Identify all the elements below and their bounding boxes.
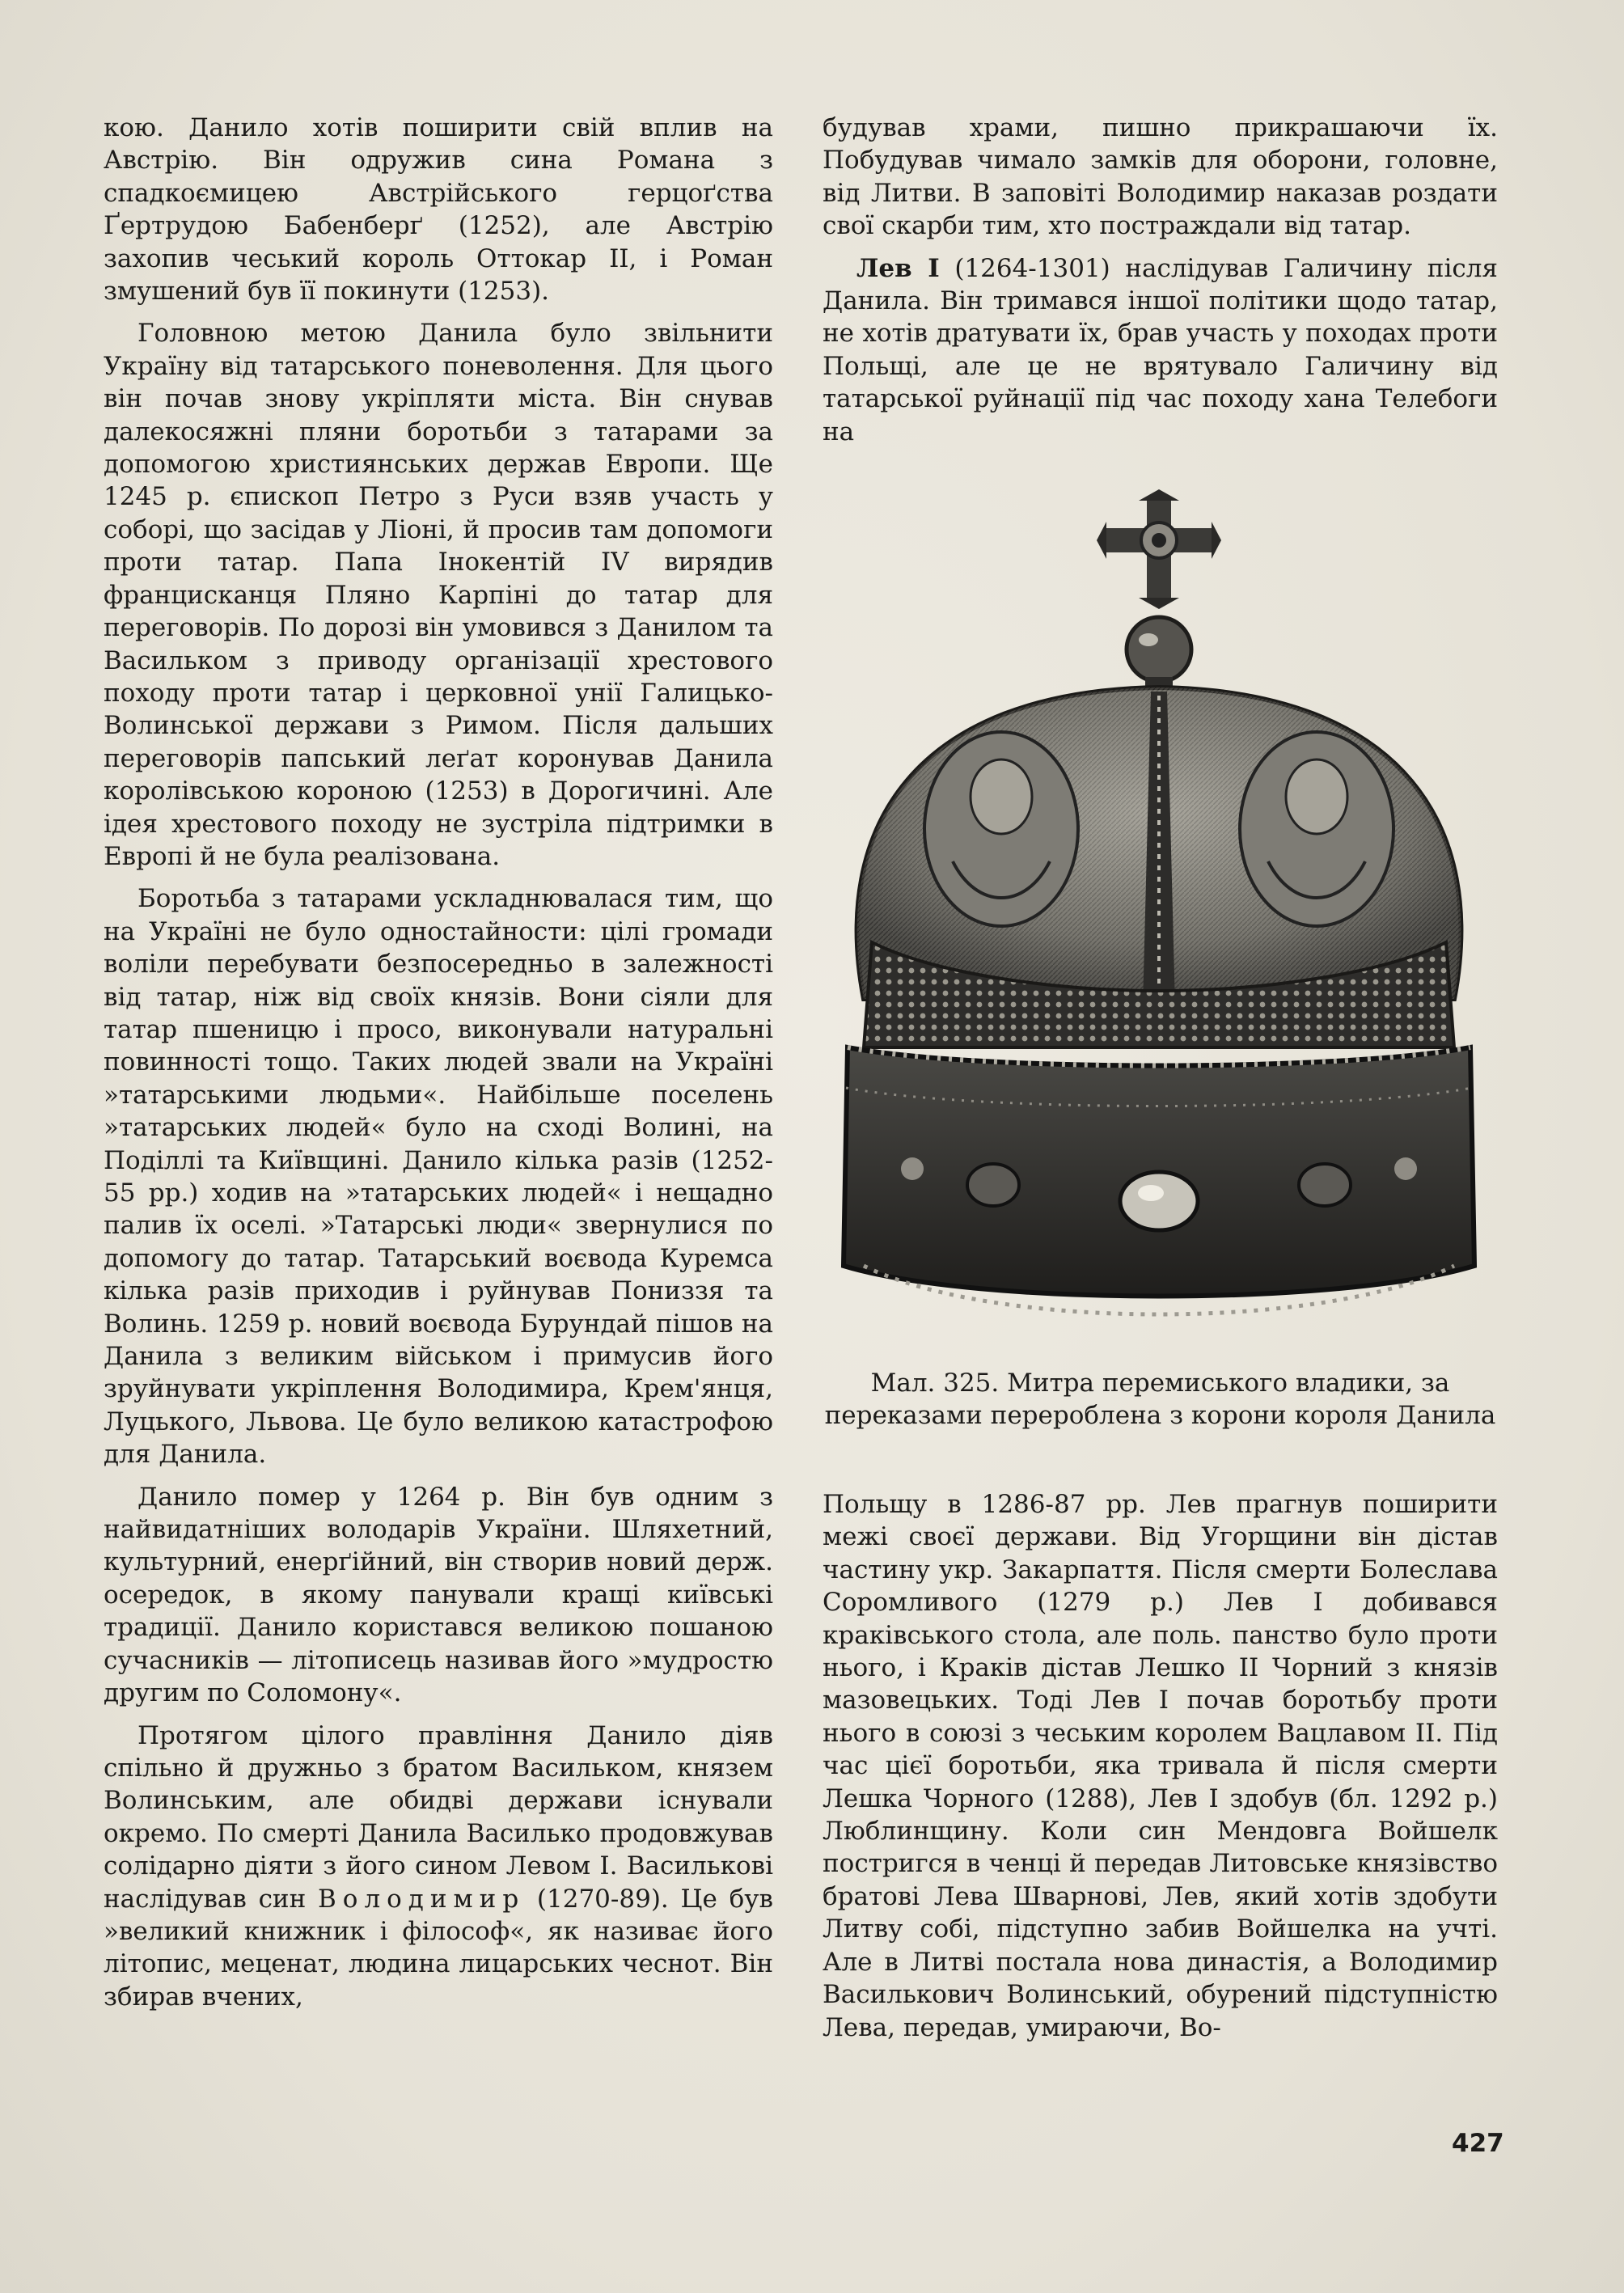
text-run: (1270-89). Це був »великий книжник і філософ«, як називає його літопис, меценат, людина лицарських чеснот. Він збирав вчених,	[104, 1884, 773, 2012]
right-column-top	[823, 112, 1498, 448]
left-column	[104, 112, 773, 2013]
ruler-name: Лев I	[856, 253, 940, 283]
saint-medallion-icon	[1240, 732, 1394, 926]
paragraph: Головною метою Данила було звільнити Україну від татарського поневолення. Для цього він почав знову укріпляти міста. Він снував далекосяжні пляни боротьби з татарами за допомогою християнських держав Европи. Ще 1245 р. єпископ Петро з Руси взяв участь у соборі, що засідав у Ліоні, й просив там допомоги проти татар. Папа Інокентій IV вирядив францисканця Пляно Карпіні до татар для переговорів. По дорозі він умовився з Данилом та Васильком з приводу організації хрестового походу проти татар і церковної унії Галицько-Волинської держави з Римом. Після дальших переговорів папський леґат коронував Данила королівською короною (1253) в Дорогичині. Але ідея хрестового походу не зустріла підтримки в Европі й не була реалізована.	[104, 319, 773, 871]
text-run: (1264-1301) наслідував Галичину після Данила. Він тримався іншої політики щодо татар, не хотів дратувати їх, брав участь у походах проти Польщі, але це не врятувало Галичину від татарської руйнації під час походу хана Телебоги на	[823, 253, 1498, 446]
jewel-icon	[1120, 1172, 1198, 1230]
orb-icon	[1127, 617, 1191, 682]
paragraph: Данило помер у 1264 р. Він був одним з найвидатніших володарів України. Шляхетний, культурний, енерґійний, він створив новий держ. осередок, в якому панували кращі київські традиції. Данило користався великою пошаною сучасників — літописець називав його »мудростю другим по Соломону«.	[104, 1482, 773, 1708]
paragraph: Боротьба з татарами ускладнювалася тим, що на Україні не було одностайности: цілі громади воліли перебувати безпосередньо в залежності від татар, ніж від своїх князів. Вони сіяли для татар пшеницю і просо, виконували натуральні повинності тощо. Таких людей звали на Україні »татарськими людьми«. Найбільше поселень »татарських людей« було на сході Волині, на Поділлі та Київщині. Данило кілька разів (1252-55 рр.) ходив на »татарських людей« і нещадно палив їх оселі. »Татарські люди« звернулися по допомогу до татар. Татарський воєвода Куремса кілька разів приходив і руйнував Пониззя та Волинь. 1259 р. новий воєвода Бурундай пішов на Данила з великим військом і примусив його зруйнувати укріплення Володимира, Крем'янця, Луцького, Львова. Це було великою катастрофою для Данила.	[104, 884, 773, 1470]
paragraph: будував храми, пишно прикрашаючи їх. Побудував чимало замків для оборони, головне, від Литви. В заповіті Володимир наказав роздати свої скарби тим, хто постраждали від татар.	[823, 113, 1498, 241]
paragraph	[823, 252, 1498, 448]
crown-mitre-icon	[815, 489, 1495, 1355]
figure-caption: Мал. 325. Митра перемиського владики, за переказами перероблена з корони короля Данила	[824, 1369, 1496, 1430]
right-column-bottom	[823, 1488, 1498, 2044]
paragraph	[104, 1720, 773, 2014]
saint-medallion-icon	[924, 732, 1078, 926]
page-number: 427	[1452, 2129, 1504, 2158]
paragraph: кою. Данило хотів поширити свій вплив на Австрію. Він одружив сина Романа з спадкоємицею Австрійського герцоґства Ґертрудою Бабенберґ (1252), але Австрію захопив чеський король Оттокар II, і Роман змушений був її покинути (1253).	[104, 113, 773, 307]
spaced-name: Володимир	[318, 1884, 526, 1914]
paragraph: Польщу в 1286-87 рр. Лев прагнув поширити межі своєї держави. Від Угорщини він дістав частину укр. Закарпаття. Після смерти Болеслава Соромливого (1279 р.) Лев I добивався краківського стола, але поль. панство було проти нього, і Краків дістав Лешко II Чорний з князів мазовецьких. Тоді Лев I почав боротьбу проти нього в союзі з чеським королем Вацлавом II. Під час цієї боротьби, яка тривала й після смерти Лешка Чорного (1288), Лев I здобув (бл. 1292 р.) Люблинщину. Коли син Мендовга Войшелк постригся в ченці й передав Литовське князівство братові Лева Шварнові, Лев, який хотів здобути Литву собі, підступно забив Войшелка на учті. Але в Литві постала нова династія, а Володимир Василькович Волинський, обурений підступністю Лева, передав, умираючи, Во-	[823, 1490, 1498, 2042]
crown-mitre-illustration	[815, 489, 1495, 1355]
cross-icon	[1097, 489, 1221, 609]
text-run: Протягом цілого правління Данило діяв спільно й дружньо з братом Васильком, князем Волинським, але обидві держави існували окремо. По смерті Данила Василько продовжував солідарно діяти з його сином Левом I. Василькові наслідував син	[104, 1720, 773, 1914]
